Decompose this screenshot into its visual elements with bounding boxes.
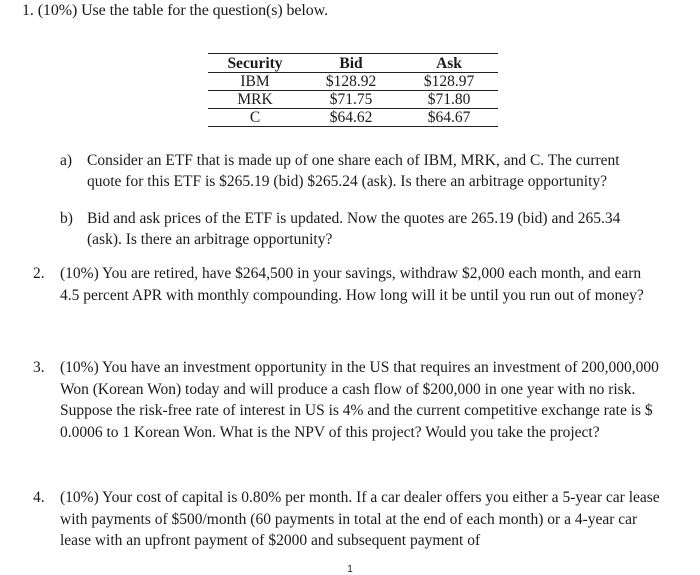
- table-row: [208, 109, 498, 127]
- cell-ask: $71.80: [400, 91, 498, 109]
- header-bid: Bid: [302, 54, 400, 73]
- subquestion-label: a): [60, 152, 73, 169]
- header-security: Security: [208, 54, 302, 73]
- header-ask: Ask: [400, 54, 498, 73]
- cell-bid: $128.92: [302, 73, 400, 91]
- cell-ask: $128.97: [400, 73, 498, 91]
- question-text: (10%) Your cost of capital is 0.80% per month. If a car dealer offers you either a 5-year car lease with payments of $500/month (60 payments in total at the end of each month) or a 4-year car lease with an upfront payment of $2000 and subsequent payment of: [60, 489, 660, 549]
- question-text: (10%) You have an investment opportunity in the US that requires an investment of 200,000,000 Won (Korean Won) today and will produce a cash flow of $200,000 in one year with no risk. Suppose the risk-free rate of interest in US is 4% and the current competitive exchange rate is $ 0.0006 to 1 Korean Won. What is the NPV of this project? Would you take the project?: [60, 359, 659, 441]
- question-text: (10%) You are retired, have $264,500 in your savings, withdraw $2,000 each month, and earn 4.5 percent APR with monthly compounding. How long will it be until you run out of money?: [60, 265, 644, 304]
- question-number: 3.: [33, 359, 45, 376]
- question-1-heading: 1. (10%) Use the table for the question(s) below.: [22, 2, 328, 19]
- subquestion-label: b): [60, 210, 73, 227]
- cell-ask: $64.67: [400, 109, 498, 127]
- table-row: [208, 73, 498, 91]
- cell-bid: $71.75: [302, 91, 400, 109]
- subquestion-text: Bid and ask prices of the ETF is updated. Now the quotes are 265.19 (bid) and 265.34 (ask). Is there an arbitrage opportunity?: [87, 210, 621, 248]
- cell-bid: $64.62: [302, 109, 400, 127]
- table-header-row: [208, 54, 498, 73]
- question-number: 4.: [33, 489, 45, 506]
- page-number: 1: [347, 564, 353, 575]
- cell-security: C: [208, 109, 302, 127]
- quote-table: [208, 53, 498, 127]
- table-row: [208, 91, 498, 109]
- question-number: 2.: [33, 265, 45, 282]
- cell-security: MRK: [208, 91, 302, 109]
- cell-security: IBM: [208, 73, 302, 91]
- subquestion-text: Consider an ETF that is made up of one share each of IBM, MRK, and C. The current quote for this ETF is $265.19 (bid) $265.24 (ask). Is there an arbitrage opportunity?: [87, 152, 620, 190]
